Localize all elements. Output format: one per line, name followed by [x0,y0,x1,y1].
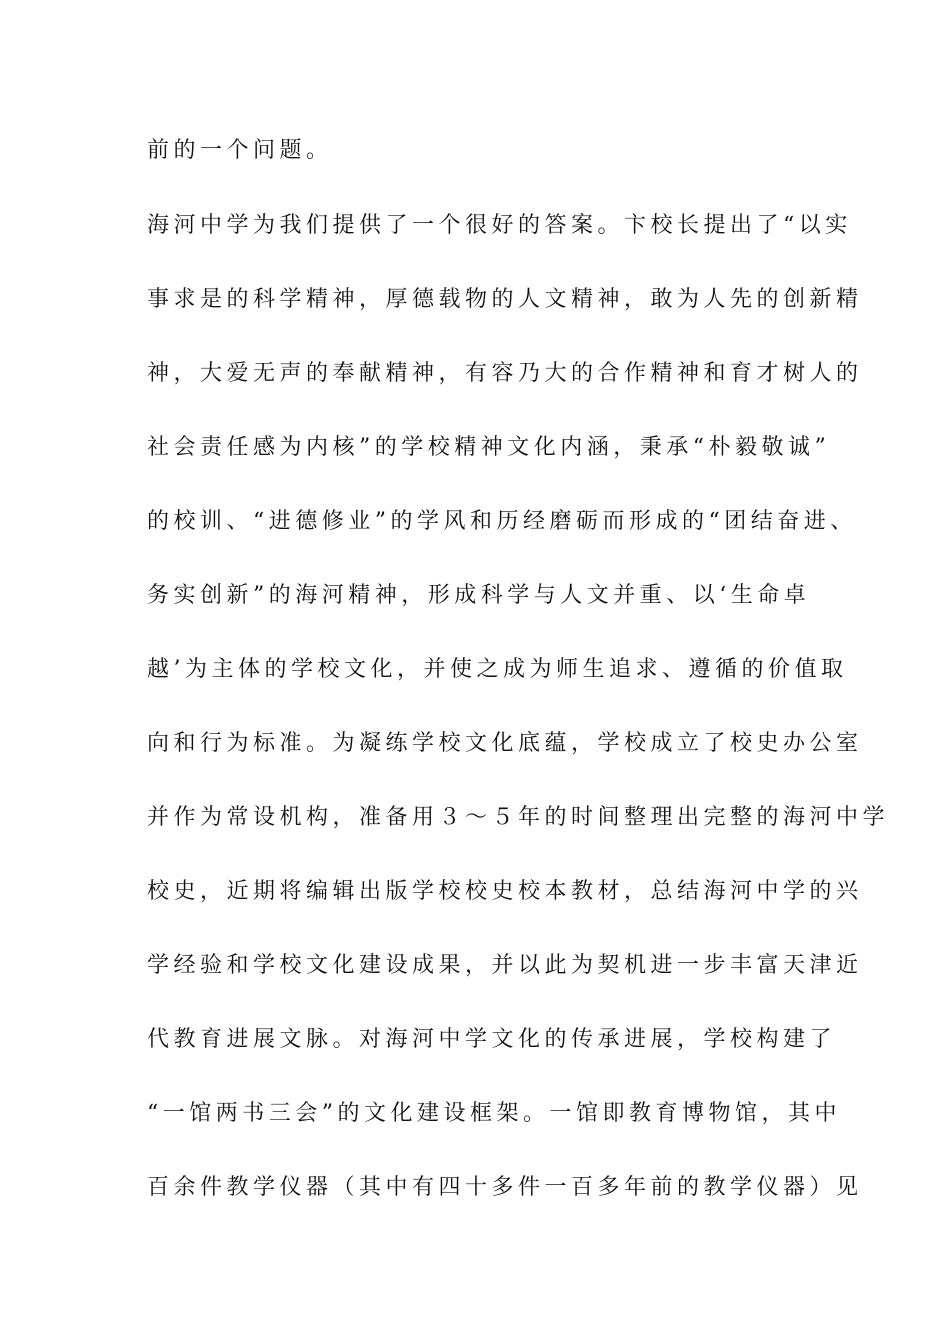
paragraph-line: 校史，近期将编辑出版学校校史校本教材，总结海河中学的兴 [147,879,863,904]
paragraph-line: 社会责任感为内核”的学校精神文化内涵，秉承“朴毅敬诚” [147,435,831,460]
paragraph-line: 越’为主体的学校文化，并使之成为师生追求、遵循的价值取 [147,657,848,682]
paragraph-line: 海河中学为我们提供了一个很好的答案。卞校长提出了“以实 [147,213,852,238]
paragraph-line: “一馆两书三会”的文化建设框架。一馆即教育博物馆，其中 [147,1101,841,1126]
paragraph-line: 百余件教学仪器（其中有四十多件一百多年前的教学仪器）见 [147,1175,863,1200]
paragraph-line: 的校训、“进德修业”的学风和历经磨砺而形成的“团结奋进、 [147,509,857,534]
paragraph-line: 向和行为标准。为凝练学校文化底蕴，学校成立了校史办公室 [147,731,863,756]
paragraph-line: 学经验和学校文化建设成果，并以此为契机进一步丰富天津近 [147,953,863,978]
paragraph-line: 事求是的科学精神，厚德载物的人文精神，敢为人先的创新精 [147,287,863,312]
paragraph-line: 前的一个问题。 [147,138,333,163]
paragraph-line: 并作为常设机构，准备用３～５年的时间整理出完整的海河中学 [147,805,890,830]
paragraph-line: 神，大爱无声的奉献精神，有容乃大的合作精神和育才树人的 [147,361,863,386]
paragraph-line: 务实创新”的海河精神，形成科学与人文并重、以‘生命卓 [147,583,811,608]
paragraph-line: 代教育进展文脉。对海河中学文化的传承进展，学校构建了 [147,1027,837,1052]
